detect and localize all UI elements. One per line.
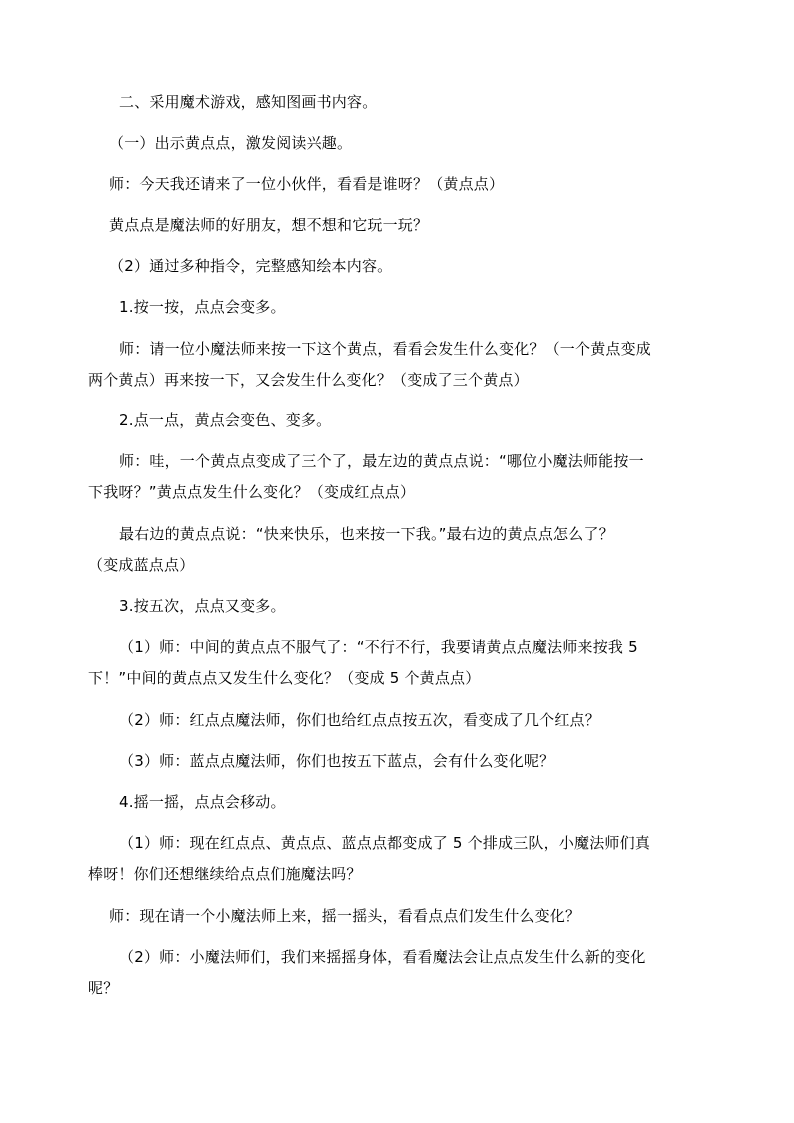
- step-heading: 3.按五次，点点又变多。: [119, 597, 286, 615]
- paragraph-line: 呢？: [88, 979, 119, 997]
- paragraph-line: （1）师：现在红点点、黄点点、蓝点点都变成了 5 个排成三队，小魔法师们真: [119, 834, 651, 852]
- paragraph-line: （变成蓝点点）: [88, 556, 195, 574]
- paragraph-line: 师：今天我还请来了一位小伙伴，看看是谁呀？（黄点点）: [109, 175, 505, 193]
- step-heading: 1.按一按，点点会变多。: [119, 298, 286, 316]
- paragraph-line: 师：现在请一个小魔法师上来，摇一摇头，看看点点们发生什么变化？: [109, 907, 581, 925]
- paragraph-line: （2）师：小魔法师们，我们来摇摇身体，看看魔法会让点点发生什么新的变化: [119, 948, 646, 966]
- paragraph-line: 下我呀？”黄点点发生什么变化？（变成红点点）: [88, 483, 416, 501]
- step-heading: 4.摇一摇，点点会移动。: [119, 793, 286, 811]
- paragraph-line: 棒呀！你们还想继续给点点们施魔法吗？: [88, 865, 362, 883]
- section-heading: 二、采用魔术游戏，感知图画书内容。: [119, 93, 378, 111]
- step-heading: 2.点一点，黄点会变色、变多。: [119, 411, 332, 429]
- paragraph-line: （1）师：中间的黄点点不服气了：“不行不行，我要请黄点点魔法师来按我 5: [119, 638, 638, 656]
- paragraph-line: 最右边的黄点点说：“快来快乐，也来按一下我。”最右边的黄点点怎么了？: [119, 525, 614, 543]
- paragraph-line: 黄点点是魔法师的好朋友，想不想和它玩一玩？: [109, 216, 429, 234]
- paragraph-line: 两个黄点）再来按一下，又会发生什么变化？（变成了三个黄点）: [88, 371, 529, 389]
- paragraph-line: 师：哇，一个黄点点变成了三个了，最左边的黄点点说：“哪位小魔法师能按一: [119, 452, 644, 470]
- subsection-heading: （一）出示黄点点，激发阅读兴趣。: [109, 134, 353, 152]
- paragraph-line: （2）师：红点点魔法师，你们也给红点点按五次，看变成了几个红点？: [119, 711, 600, 729]
- subsection-heading: （2）通过多种指令，完整感知绘本内容。: [109, 257, 393, 275]
- paragraph-line: 师：请一位小魔法师来按一下这个黄点，看看会发生什么变化？（一个黄点变成: [119, 340, 652, 358]
- paragraph-line: （3）师：蓝点点魔法师，你们也按五下蓝点，会有什么变化呢？: [119, 752, 555, 770]
- paragraph-line: 下！”中间的黄点点又发生什么变化？（变成 5 个黄点点）: [88, 669, 481, 687]
